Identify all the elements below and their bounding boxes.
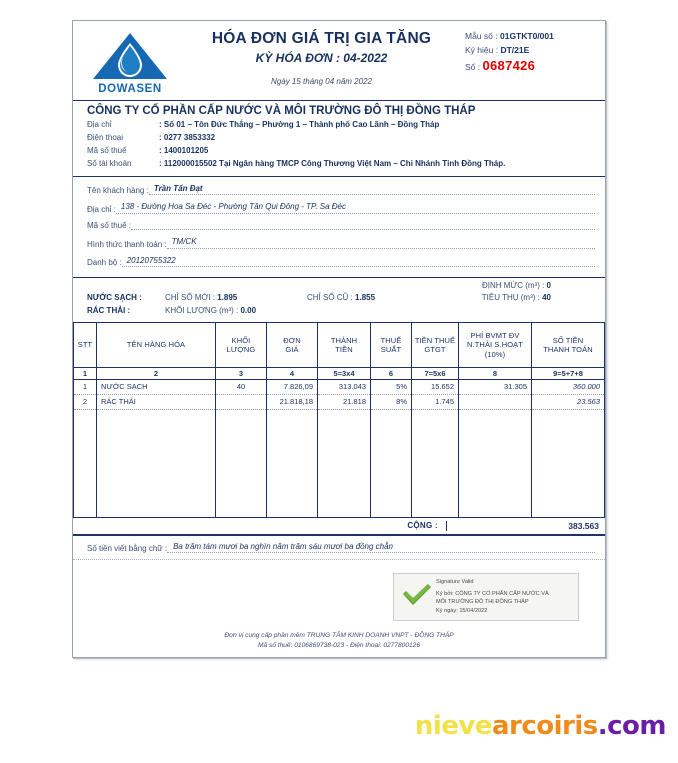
row-2-tax-rate: 8% (371, 394, 412, 409)
seller-phone-row (87, 132, 595, 145)
quota-row (87, 280, 595, 292)
buyer-section (73, 177, 605, 278)
seller-phone-value: : 0277 3853332 (159, 132, 216, 142)
row-1-tax-rate: 5% (371, 379, 412, 394)
watermark-part-3: .com (597, 711, 666, 741)
col-header-quantity-line1: KHỐI (231, 335, 251, 345)
buyer-payment-value: TM/CK (167, 237, 595, 249)
watermark-part-2: arcoiris (491, 711, 598, 741)
site-watermark (415, 711, 666, 741)
col-header-amount (318, 323, 371, 368)
seller-address-value: : Số 01 – Tôn Đức Thắng – Phường 1 – Thành phố Cao Lãnh – Đồng Tháp (159, 120, 440, 129)
col-header-amount-line2: TIỀN (335, 344, 353, 354)
grand-total-label: CỘNG : (407, 521, 438, 531)
document-footer (73, 631, 605, 651)
col-header-price-line1: ĐƠN (283, 335, 301, 345)
check-icon (398, 581, 436, 612)
seller-bank-value: : 112000015502 Tại Ngân hàng TMCP Công Thương Việt Nam – Chi Nhánh Tỉnh Đồng Tháp. (159, 158, 506, 168)
row-1-env-fee: 31.305 (459, 379, 532, 394)
waste-volume-cell (165, 305, 307, 317)
row-1-vat: 15.652 (412, 379, 459, 394)
seller-tax-row (87, 145, 595, 158)
symbol-label: Ký hiệu : (465, 45, 499, 56)
row-1-stt: 1 (74, 379, 97, 394)
col-header-name: TÊN HÀNG HÓA (97, 323, 216, 368)
buyer-address-row (87, 202, 595, 214)
quota-value: 0 (546, 281, 551, 291)
col-header-price-line2: GIÁ (285, 344, 299, 354)
col-header-payable (532, 323, 605, 368)
buyer-account-row (87, 256, 595, 268)
buyer-payment-row (87, 237, 595, 249)
col-header-env-fee-line3: (10%) (484, 349, 506, 359)
symbol-value: DT/21E (500, 45, 530, 56)
filler-payable (532, 409, 605, 517)
waste-label: RÁC THẢI : (87, 305, 131, 315)
invoice-meta (465, 29, 597, 74)
watermark-part-1: nieve (414, 711, 492, 741)
numbering-5: 5=3x4 (318, 367, 371, 379)
page-title: HÓA ĐƠN GIÁ TRỊ GIA TĂNG (211, 30, 432, 47)
row-1-price: 7.826,09 (267, 379, 318, 394)
seller-address-row (87, 119, 595, 132)
buyer-account-value: 20120755322 (122, 256, 595, 268)
amount-in-words-row (73, 536, 605, 560)
col-header-vat-line2: GTGT (424, 344, 446, 354)
filler-price (267, 409, 318, 517)
numbering-3: 3 (216, 367, 267, 379)
items-table (73, 323, 605, 517)
row-2-env-fee (459, 394, 532, 409)
waste-volume-label: KHỐI LƯỢNG (m³) : (165, 305, 239, 315)
logo-wordmark: DOWASEN (98, 83, 162, 95)
old-index-cell (307, 292, 447, 304)
table-row (74, 394, 605, 409)
col-header-amount-line1: THÀNH (330, 335, 358, 345)
signature-details (436, 578, 549, 616)
amount-in-words-value: Ba trăm tám mươi ba nghìn năm trăm sáu mươi ba đồng chẵn (167, 542, 595, 553)
symbol-row (465, 43, 597, 57)
numbering-8: 8 (459, 367, 532, 379)
invoice-date: Ngày 15 tháng 04 năm 2022 (271, 77, 372, 86)
col-header-vat (412, 323, 459, 368)
old-index-label: CHỈ SỐ CŨ : (307, 293, 353, 303)
col-header-env-fee (459, 323, 532, 368)
clean-water-row (87, 292, 595, 304)
filler-quantity (216, 409, 267, 517)
seller-tax-value: : 1400101205 (159, 145, 209, 155)
col-header-tax-rate (371, 323, 412, 368)
filler-name (97, 409, 216, 517)
col-header-vat-line1: TIỀN THUẾ (414, 335, 456, 345)
footer-line-1: Đơn vị cung cấp phần mềm TRUNG TÂM KINH DOANH VNPT - ĐỒNG THÁP (224, 632, 454, 640)
seller-section (73, 101, 605, 177)
row-2-payable: 23.563 (532, 394, 605, 409)
consumption-cell (447, 292, 595, 304)
form-number-value: 01GTKT0/001 (499, 31, 554, 41)
new-index-label: CHỈ SỐ MỚI : (165, 293, 215, 303)
col-header-tax-rate-line2: SUẤT (380, 344, 402, 354)
digital-signature-box (393, 573, 579, 621)
numbering-7: 7=5x6 (412, 367, 459, 379)
signature-date: Ký ngày: 15/04/2022 (436, 608, 488, 615)
consumption-label: TIÊU THỤ (m³) : (481, 293, 540, 303)
grand-total-value: 383.563 (446, 521, 605, 531)
waste-row (87, 305, 595, 317)
meter-readings-section (73, 278, 605, 323)
buyer-tax-value (131, 228, 595, 230)
signature-signer-line2: MÔI TRƯỜNG ĐÔ THỊ ĐỒNG THÁP (436, 599, 529, 606)
form-number-label: Mẫu số : (465, 31, 498, 41)
row-1-payable: 360.000 (532, 379, 605, 394)
signature-valid-text: Signature Valid (436, 579, 474, 586)
buyer-name-label: Tên khách hàng : (87, 186, 149, 196)
filler-env-fee (459, 409, 532, 517)
numbering-6: 6 (371, 367, 412, 379)
col-header-payable-line2: THANH TOÁN (543, 344, 593, 354)
filler-vat (412, 409, 459, 517)
new-index-cell (165, 292, 307, 304)
numbering-9: 9=5+7+8 (532, 367, 605, 379)
buyer-address-label: Địa chỉ : (87, 205, 116, 214)
col-header-env-fee-line2: N.THẢI S.HOẠT (467, 340, 523, 350)
title-block (178, 30, 465, 86)
row-1-amount: 313.043 (318, 379, 371, 394)
table-numbering-row (74, 367, 605, 379)
row-2-amount: 21.818 (318, 394, 371, 409)
buyer-name-value: Trần Tấn Đạt (149, 184, 595, 196)
row-2-vat: 1.745 (412, 394, 459, 409)
seller-tax-label: Mã số thuế (87, 145, 127, 155)
col-header-stt: STT (74, 323, 97, 368)
quota-label: ĐỊNH MỨC (m³) : (481, 281, 545, 291)
buyer-payment-label: Hình thức thanh toán : (87, 239, 167, 249)
table-row (74, 379, 605, 394)
numbering-2: 2 (97, 367, 216, 379)
row-2-quantity (216, 394, 267, 409)
company-logo (87, 27, 173, 95)
clean-water-label: NƯỚC SẠCH : (87, 293, 142, 303)
seller-phone-label: Điện thoại (87, 132, 124, 142)
buyer-tax-label: Mã số thuế : (87, 221, 132, 230)
serial-value: 0687426 (482, 58, 536, 74)
row-1-quantity: 40 (216, 379, 267, 394)
check-icon-glyph (401, 581, 433, 607)
invoice-header (73, 21, 605, 101)
invoice-document (72, 20, 606, 658)
seller-name: CÔNG TY CỔ PHẦN CẤP NƯỚC VÀ MÔI TRƯỜNG ĐÔ THỊ ĐỒNG THÁP (87, 105, 476, 117)
old-index-value: 1.855 (355, 293, 376, 303)
filler-amount (318, 409, 371, 517)
waste-volume-value: 0.00 (240, 305, 257, 315)
consumption-value: 40 (542, 293, 551, 303)
filler-stt (74, 409, 97, 517)
buyer-name-row (87, 184, 595, 196)
row-1-name: NƯỚC SẠCH (97, 379, 216, 394)
form-number-row (465, 29, 597, 43)
col-header-price (267, 323, 318, 368)
signature-signer-line1: Ký bởi: CÔNG TY CỔ PHẦN CẤP NƯỚC VÀ (436, 590, 549, 597)
table-header-row (74, 323, 605, 368)
buyer-account-label: Danh bộ : (87, 258, 122, 268)
seller-bank-label: Số tài khoản (87, 158, 132, 168)
numbering-1: 1 (74, 367, 97, 379)
row-2-price: 21.818,18 (267, 394, 318, 409)
items-table-section (73, 323, 605, 536)
filler-tax-rate (371, 409, 412, 517)
invoice-period: KỲ HÓA ĐƠN : 04-2022 (255, 51, 388, 65)
serial-row (465, 58, 597, 74)
table-empty-space (74, 409, 605, 517)
seller-address-label: Địa chỉ (87, 120, 112, 129)
serial-label: Số : (465, 62, 481, 73)
amount-in-words-label: Số tiền viết bằng chữ : (87, 543, 168, 553)
col-header-payable-line1: SỐ TIỀN (552, 335, 584, 345)
row-2-stt: 2 (74, 394, 97, 409)
numbering-4: 4 (267, 367, 318, 379)
seller-bank-row (87, 158, 595, 171)
buyer-tax-row (87, 221, 595, 230)
new-index-value: 1.895 (217, 293, 238, 303)
col-header-quantity-line2: LƯỢNG (226, 344, 256, 354)
col-header-tax-rate-line1: THUẾ (380, 335, 402, 345)
buyer-address-value: 138 - Đường Hoa Sa Đéc - Phường Tân Qui Đông - TP. Sa Đéc (116, 202, 595, 214)
row-2-name: RÁC THẢI (97, 394, 216, 409)
footer-line-2: Mã số thuế: 0106869738-023 - Điện thoại: 0277800126 (257, 642, 421, 650)
col-header-quantity (216, 323, 267, 368)
col-header-env-fee-line1: PHÍ BVMT ĐV (470, 330, 520, 340)
dowasen-logo-icon (87, 27, 173, 85)
grand-total-row (73, 517, 605, 535)
